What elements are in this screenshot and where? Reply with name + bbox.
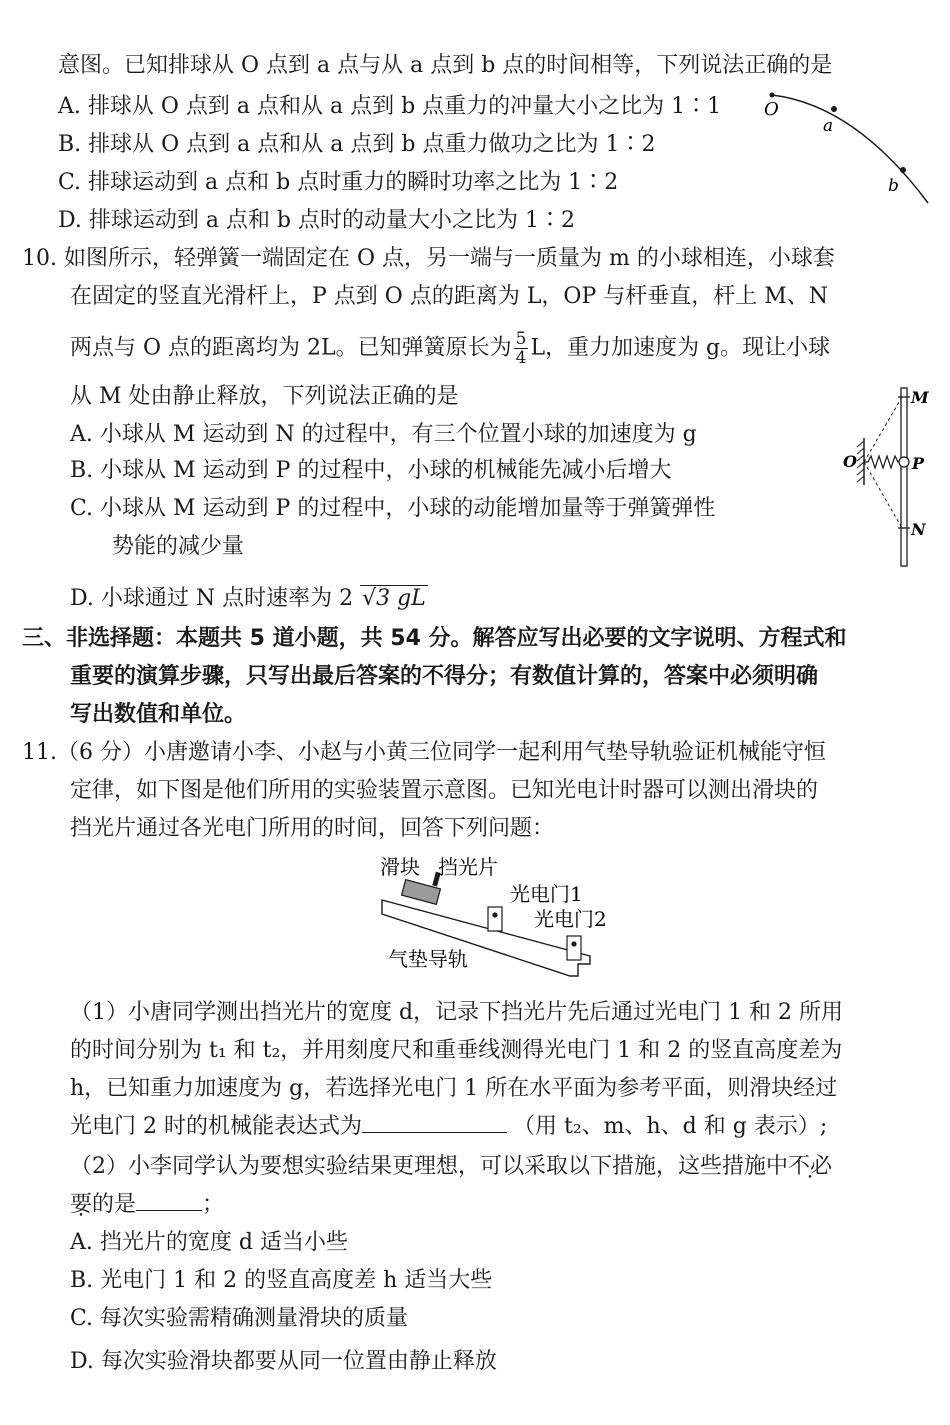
q11-part-2-emphasis-a: 不必 — [788, 1154, 833, 1179]
q10-dashed-on — [864, 462, 902, 528]
q11-part-2-text-b: 的是 — [92, 1192, 137, 1217]
q11-part-2-emphasis-b: 要 — [70, 1192, 93, 1217]
q10-option-d-text: D. 小球通过 N 点时速率为 2 — [70, 586, 354, 611]
q11-option-c: C. 每次实验需精确测量滑块的质量 — [70, 1306, 409, 1331]
q11-label-shutter: 挡光片 — [438, 855, 498, 879]
section-3-line-2: 重要的演算步骤，只写出最后答案的不得分；有数值计算的，答案中必须明确 — [70, 664, 819, 689]
q10-line-2: 在固定的竖直光滑杆上，P 点到 O 点的距离为 L，OP 与杆垂直，杆上 M、N — [70, 284, 829, 309]
q10-option-c-2: 势能的减少量 — [112, 534, 245, 559]
q11-part-1-line-1: （1）小唐同学测出挡光片的宽度 d，记录下挡光片先后通过光电门 1 和 2 所用 — [70, 1000, 844, 1025]
q10-dashed-om — [864, 397, 902, 462]
q11-part-2-line-1 — [70, 1152, 832, 1182]
q11-part-1-text-b: （用 t₂、m、h、d 和 g 表示）; — [512, 1114, 828, 1139]
q10-spring — [864, 456, 900, 468]
q10-sqrt-content: √3 gL — [362, 586, 426, 611]
q10-rod — [901, 388, 907, 566]
q10-option-d — [70, 584, 428, 614]
q10-line-3-a: 两点与 O 点的距离均为 2L。已知弹簧原长为 — [70, 335, 512, 361]
q11-label-rail: 气垫导轨 — [388, 947, 468, 971]
q9-point-o — [770, 93, 775, 98]
q10-option-b: B. 小球从 M 运动到 P 的过程中，小球的机械能先减小后增大 — [70, 458, 672, 483]
q10-line-1: 10. 如图所示，轻弹簧一端固定在 O 点，另一端与一质量为 m 的小球相连，小球套 — [22, 246, 835, 271]
q9-stem-cut — [58, 53, 918, 80]
q10-ball — [899, 457, 909, 467]
q10-line-3-b: L，重力加速度为 g。现让小球 — [530, 335, 831, 361]
section-3-line-1: 三、非选择题：本题共 5 道小题，共 54 分。解答应写出必要的文字说明、方程式和 — [22, 626, 847, 651]
q11-gate-1 — [488, 907, 502, 931]
q10-option-a: A. 小球从 M 运动到 N 的过程中，有三个位置小球的加速度为 g — [70, 422, 697, 447]
q11-answer-blank-1[interactable] — [362, 1112, 507, 1133]
q9-label-o: O — [764, 99, 779, 120]
q10-label-p: P — [912, 454, 925, 473]
q10-wall-hatch — [857, 441, 864, 482]
q9-option-c: C. 排球运动到 a 点和 b 点时重力的瞬时功率之比为 1∶2 — [58, 170, 619, 195]
q11-part-1-line-2: 的时间分别为 t₁ 和 t₂，并用刻度尺和重垂线测得光电门 1 和 2 的竖直高度差为 — [70, 1038, 843, 1063]
q11-line-3: 挡光片通过各光电门所用的时间，回答下列问题： — [70, 816, 555, 841]
q9-point-a — [831, 106, 837, 112]
q10-fraction-den: 4 — [515, 348, 527, 368]
q11-part-1-line-4 — [70, 1112, 827, 1142]
q11-option-b: B. 光电门 1 和 2 的竖直高度差 h 适当大些 — [70, 1268, 493, 1293]
q11-part-2-text-a: （2）小李同学认为要想实验结果更理想，可以采取以下措施，这些措施中 — [70, 1154, 788, 1179]
q11-part-2-line-2 — [70, 1190, 224, 1220]
q11-option-d-text: D. 每次实验滑块都要从同一位置由静止释放 — [70, 1349, 497, 1374]
q11-gate-2 — [567, 936, 581, 960]
q9-trajectory-curve — [772, 95, 928, 203]
q11-label-gate-2: 光电门2 — [534, 907, 607, 931]
q9-option-a: A. 排球从 O 点到 a 点和从 a 点到 b 点重力的冲量大小之比为 1∶1 — [58, 94, 722, 119]
q11-option-a: A. 挡光片的宽度 d 适当小些 — [70, 1230, 348, 1255]
q10-label-n: N — [911, 520, 926, 539]
q10-fraction-num: 5 — [515, 329, 527, 349]
q11-answer-blank-2[interactable] — [136, 1190, 202, 1211]
q10-sqrt-expression — [360, 584, 428, 614]
q10-spring-rod-figure — [840, 383, 935, 573]
q11-air-track-figure — [370, 852, 640, 987]
q11-part-1-line-3: h，已知重力加速度为 g，若选择光电门 1 所在水平面为参考平面，则滑块经过 — [70, 1076, 838, 1101]
q10-line-3 — [70, 330, 830, 367]
q10-label-o: O — [843, 452, 857, 471]
q10-label-m: M — [911, 388, 929, 407]
q11-line-2: 定律，如下图是他们所用的实验装置示意图。已知光电计时器可以测出滑块的 — [70, 778, 819, 803]
q10-fraction — [514, 330, 529, 367]
q9-point-b — [900, 167, 906, 173]
q10-option-c-1: C. 小球从 M 运动到 P 的过程中，小球的动能增加量等于弹簧弹性 — [70, 496, 716, 521]
q10-line-4: 从 M 处由静止释放，下列说法正确的是 — [70, 384, 459, 409]
q9-label-b: b — [888, 176, 899, 196]
q11-label-gate-1: 光电门1 — [510, 882, 583, 906]
q9-option-b: B. 排球从 O 点到 a 点和从 a 点到 b 点重力做功之比为 1∶2 — [58, 132, 656, 157]
q11-part-2-text-c: ； — [202, 1192, 225, 1217]
q11-part-1-text-a: 光电门 2 时的机械能表达式为 — [70, 1114, 362, 1139]
q9-trajectory-figure — [760, 85, 935, 210]
section-3-line-3: 写出数值和单位。 — [70, 702, 247, 727]
q11-label-slider: 滑块 — [380, 855, 420, 879]
q11-option-d-cut — [70, 1340, 930, 1374]
q9-option-d: D. 排球运动到 a 点和 b 点时的动量大小之比为 1∶2 — [58, 208, 576, 233]
q11-line-1: 11.（6 分）小唐邀请小李、小赵与小黄三位同学一起利用气垫导轨验证机械能守恒 — [22, 740, 826, 765]
q9-stem-text: 意图。已知排球从 O 点到 a 点与从 a 点到 b 点的时间相等，下列说法正确的是 — [58, 53, 833, 78]
q9-label-a: a — [823, 116, 834, 136]
